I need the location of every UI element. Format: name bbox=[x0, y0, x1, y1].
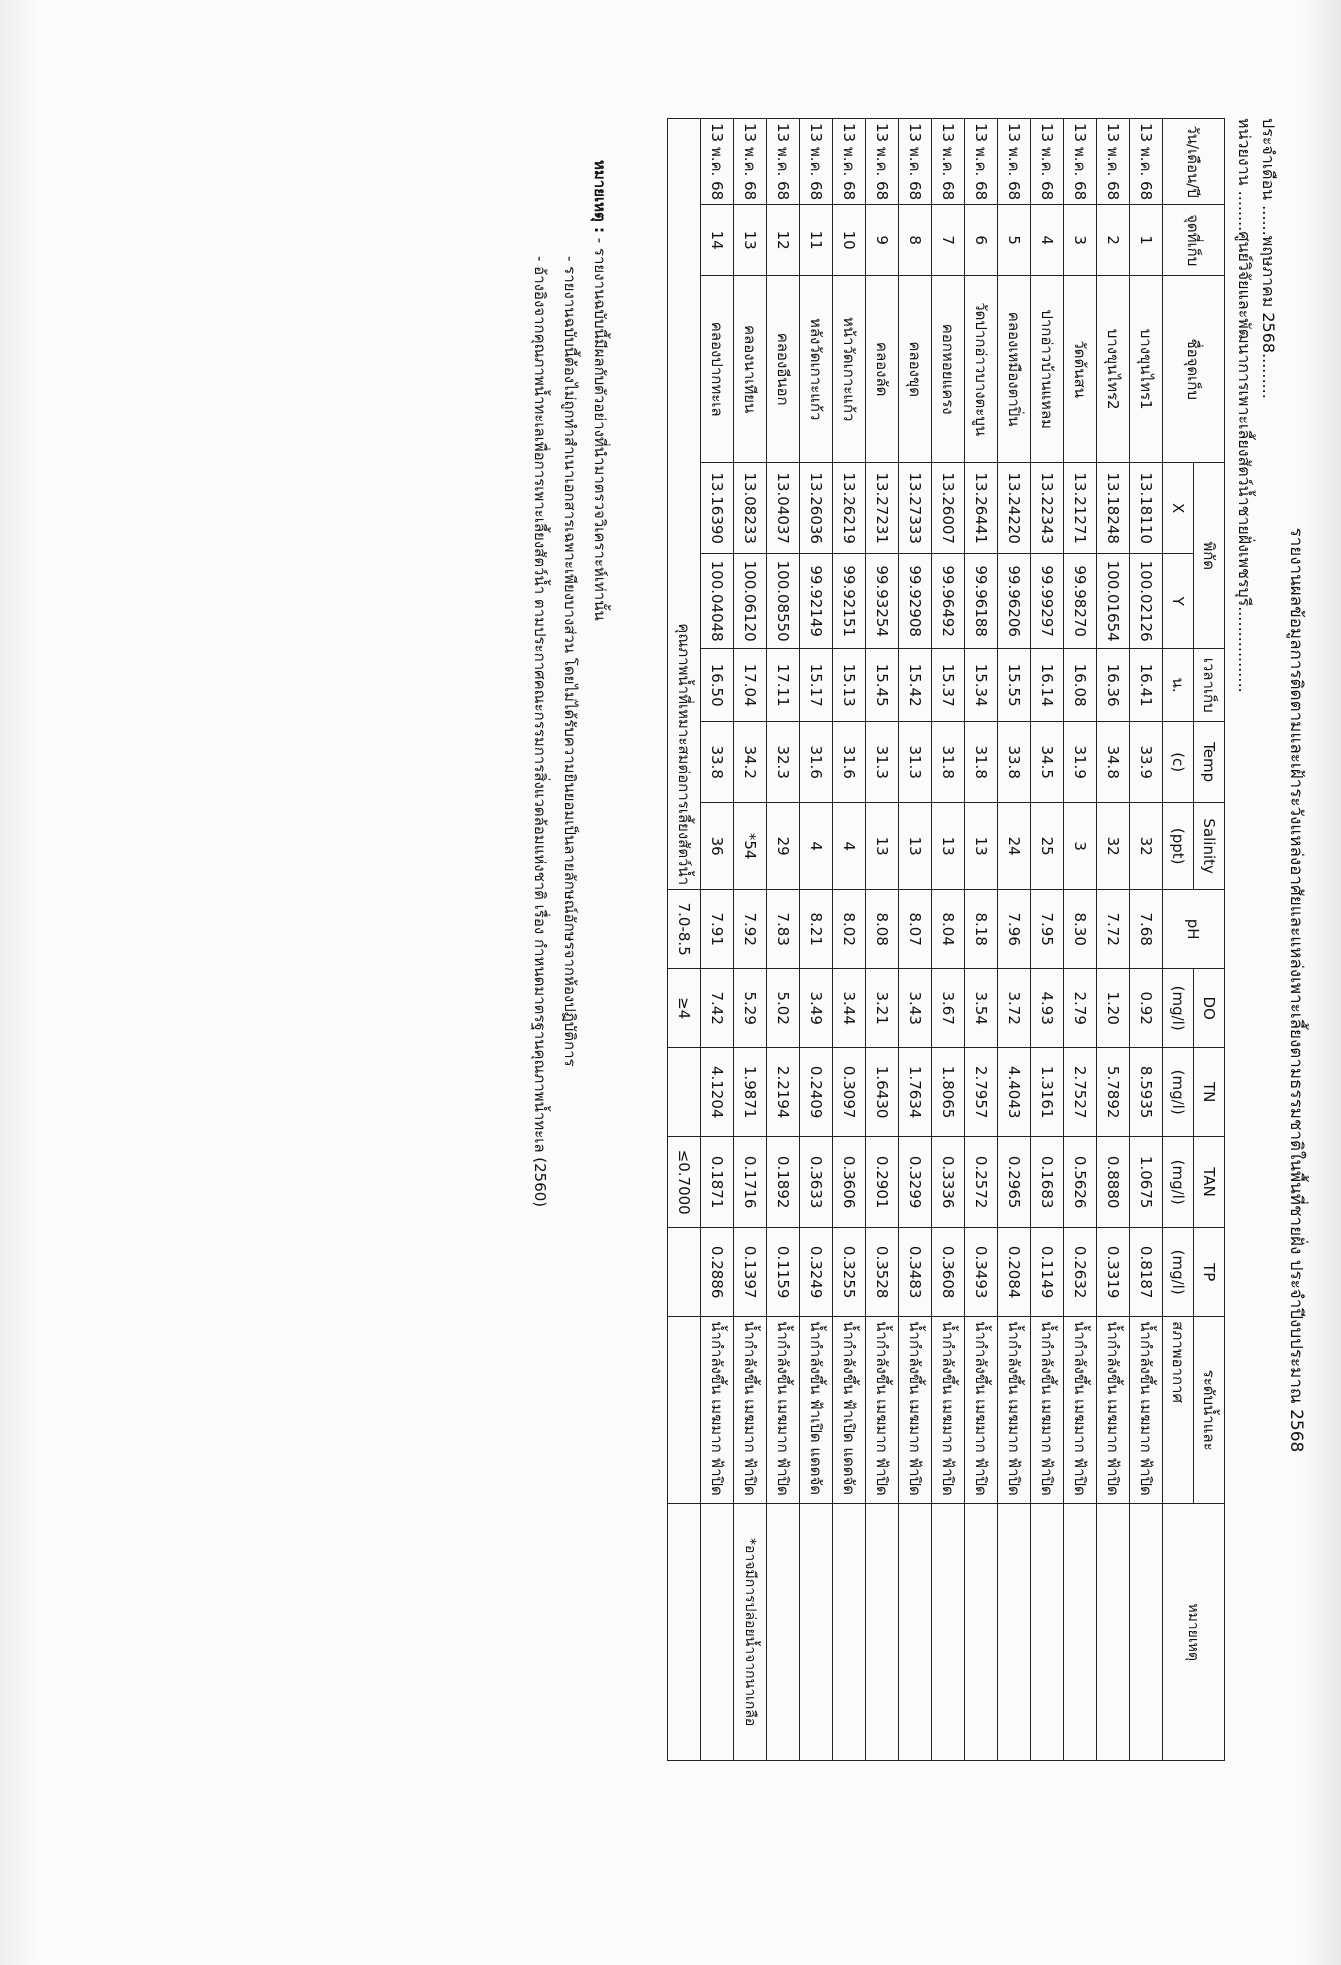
cell-salinity: 36 bbox=[701, 803, 734, 890]
cell-note bbox=[1130, 1504, 1163, 1761]
header-row-1 bbox=[1194, 119, 1225, 1761]
cell-x: 13.08233 bbox=[734, 463, 767, 554]
cell-tp: 0.1149 bbox=[1031, 1228, 1064, 1317]
cell-do: 3.44 bbox=[833, 969, 866, 1048]
cell-y: 99.92151 bbox=[833, 554, 866, 649]
cell-condition: น้ำกำลังขึ้น เมฆมาก ฟ้าปิด bbox=[965, 1317, 998, 1504]
cell-time: 15.13 bbox=[833, 649, 866, 722]
cell-note bbox=[866, 1504, 899, 1761]
cell-note bbox=[833, 1504, 866, 1761]
cell-point: 11 bbox=[800, 205, 833, 276]
header-tn: TN bbox=[1194, 1048, 1225, 1137]
header-do-unit: (mg/l) bbox=[1163, 969, 1194, 1048]
cell-condition: น้ำกำลังขึ้น ฟ้าเปิด แดดจัด bbox=[833, 1317, 866, 1504]
cell-tan: 0.3336 bbox=[932, 1137, 965, 1228]
cell-name: วัดต้นสน bbox=[1064, 276, 1097, 463]
cell-tp: 0.3319 bbox=[1097, 1228, 1130, 1317]
header-date: วัน/เดือน/ปี bbox=[1163, 119, 1225, 205]
header-x: X bbox=[1163, 463, 1194, 554]
cell-time: 16.41 bbox=[1130, 649, 1163, 722]
table-row bbox=[866, 119, 899, 1761]
cell-time: 15.45 bbox=[866, 649, 899, 722]
cell-tp: 0.8187 bbox=[1130, 1228, 1163, 1317]
cell-tn: 0.3097 bbox=[833, 1048, 866, 1137]
cell-time: 16.08 bbox=[1064, 649, 1097, 722]
standard-tn bbox=[668, 1048, 701, 1137]
cell-tan: 0.8880 bbox=[1097, 1137, 1130, 1228]
header-tp-unit: (mg/l) bbox=[1163, 1228, 1194, 1317]
cell-salinity: 13 bbox=[965, 803, 998, 890]
cell-tn: 1.8065 bbox=[932, 1048, 965, 1137]
cell-y: 99.99297 bbox=[1031, 554, 1064, 649]
cell-do: 3.54 bbox=[965, 969, 998, 1048]
cell-point: 2 bbox=[1097, 205, 1130, 276]
cell-ph: 7.68 bbox=[1130, 890, 1163, 969]
standard-tp bbox=[668, 1228, 701, 1317]
cell-time: 15.55 bbox=[998, 649, 1031, 722]
cell-do: 3.21 bbox=[866, 969, 899, 1048]
cell-point: 4 bbox=[1031, 205, 1064, 276]
cell-temp: 31.6 bbox=[833, 722, 866, 803]
cell-y: 100.02126 bbox=[1130, 554, 1163, 649]
cell-condition: น้ำกำลังขึ้น เมฆมาก ฟ้าปิด bbox=[1130, 1317, 1163, 1504]
cell-salinity: 32 bbox=[1097, 803, 1130, 890]
cell-ph: 8.08 bbox=[866, 890, 899, 969]
notes-block bbox=[525, 160, 615, 1207]
cell-condition: น้ำกำลังขึ้น เมฆมาก ฟ้าปิด bbox=[1097, 1317, 1130, 1504]
header-condition-2: สภาพอากาศ bbox=[1163, 1317, 1194, 1504]
cell-condition: น้ำกำลังขึ้น เมฆมาก ฟ้าปิด bbox=[701, 1317, 734, 1504]
cell-do: 2.79 bbox=[1064, 969, 1097, 1048]
cell-ph: 8.07 bbox=[899, 890, 932, 969]
cell-tan: 0.1871 bbox=[701, 1137, 734, 1228]
notes-line-2: - รายงานฉบับนี้ต้องไม่ถูกทำสำเนาเอกสารเฉพาะเพียงบางส่วน โดยไม่ได้รับความยินยอมเป็นลายลักษณ์อักษรจากห้องปฏิบัติการ bbox=[561, 256, 579, 1067]
cell-time: 15.42 bbox=[899, 649, 932, 722]
cell-temp: 31.3 bbox=[866, 722, 899, 803]
water-quality-table bbox=[667, 118, 1225, 1761]
table-row bbox=[899, 119, 932, 1761]
cell-y: 100.04048 bbox=[701, 554, 734, 649]
cell-temp: 34.5 bbox=[1031, 722, 1064, 803]
cell-x: 13.26036 bbox=[800, 463, 833, 554]
cell-temp: 33.9 bbox=[1130, 722, 1163, 803]
cell-date: 13 พ.ค. 68 bbox=[899, 119, 932, 205]
cell-tn: 1.3161 bbox=[1031, 1048, 1064, 1137]
cell-do: 3.43 bbox=[899, 969, 932, 1048]
table-row bbox=[965, 119, 998, 1761]
cell-condition: น้ำกำลังขึ้น เมฆมาก ฟ้าปิด bbox=[899, 1317, 932, 1504]
cell-ph: 7.72 bbox=[1097, 890, 1130, 969]
cell-note bbox=[899, 1504, 932, 1761]
cell-x: 13.27231 bbox=[866, 463, 899, 554]
cell-point: 14 bbox=[701, 205, 734, 276]
table-row bbox=[734, 119, 767, 1761]
standard-label: คุณภาพน้ำที่เหมาะสมต่อการเลี้ยงสัตว์น้ำ bbox=[668, 119, 701, 890]
cell-ph: 7.96 bbox=[998, 890, 1031, 969]
cell-temp: 33.8 bbox=[998, 722, 1031, 803]
header-tn-unit: (mg/l) bbox=[1163, 1048, 1194, 1137]
cell-salinity: *54 bbox=[734, 803, 767, 890]
header-salinity: Salinity bbox=[1194, 803, 1225, 890]
cell-y: 99.98270 bbox=[1064, 554, 1097, 649]
cell-temp: 31.6 bbox=[800, 722, 833, 803]
cell-y: 99.92908 bbox=[899, 554, 932, 649]
cell-x: 13.26219 bbox=[833, 463, 866, 554]
cell-time: 17.11 bbox=[767, 649, 800, 722]
cell-name: คลองเหมืองตาปิ่น bbox=[998, 276, 1031, 463]
cell-do: 4.93 bbox=[1031, 969, 1064, 1048]
cell-time: 15.17 bbox=[800, 649, 833, 722]
cell-ph: 8.30 bbox=[1064, 890, 1097, 969]
cell-y: 99.96188 bbox=[965, 554, 998, 649]
table-row bbox=[833, 119, 866, 1761]
cell-tp: 0.3255 bbox=[833, 1228, 866, 1317]
header-temp: Temp bbox=[1194, 722, 1225, 803]
cell-condition: น้ำกำลังขึ้น เมฆมาก ฟ้าปิด bbox=[866, 1317, 899, 1504]
cell-x: 13.21271 bbox=[1064, 463, 1097, 554]
cell-tan: 0.1716 bbox=[734, 1137, 767, 1228]
table-row bbox=[1097, 119, 1130, 1761]
table-row bbox=[998, 119, 1031, 1761]
cell-name: บางขุนไทร1 bbox=[1130, 276, 1163, 463]
cell-temp: 31.3 bbox=[899, 722, 932, 803]
cell-time: 16.50 bbox=[701, 649, 734, 722]
cell-condition: น้ำกำลังขึ้น เมฆมาก ฟ้าปิด bbox=[734, 1317, 767, 1504]
cell-temp: 31.9 bbox=[1064, 722, 1097, 803]
cell-do: 7.42 bbox=[701, 969, 734, 1048]
cell-time: 16.36 bbox=[1097, 649, 1130, 722]
cell-do: 3.72 bbox=[998, 969, 1031, 1048]
cell-y: 99.96206 bbox=[998, 554, 1031, 649]
cell-temp: 34.8 bbox=[1097, 722, 1130, 803]
header-salinity-unit: (ppt) bbox=[1163, 803, 1194, 890]
cell-date: 13 พ.ค. 68 bbox=[998, 119, 1031, 205]
cell-tan: 0.1683 bbox=[1031, 1137, 1064, 1228]
cell-ph: 7.83 bbox=[767, 890, 800, 969]
cell-date: 13 พ.ค. 68 bbox=[767, 119, 800, 205]
cell-date: 13 พ.ค. 68 bbox=[800, 119, 833, 205]
cell-tan: 0.3299 bbox=[899, 1137, 932, 1228]
cell-note bbox=[965, 1504, 998, 1761]
cell-tn: 4.1204 bbox=[701, 1048, 734, 1137]
cell-tan: 0.2965 bbox=[998, 1137, 1031, 1228]
cell-tp: 0.3483 bbox=[899, 1228, 932, 1317]
standard-row bbox=[668, 119, 701, 1761]
cell-note bbox=[767, 1504, 800, 1761]
cell-time: 16.14 bbox=[1031, 649, 1064, 722]
cell-name: วัดปากอ่าวบางตะบูน bbox=[965, 276, 998, 463]
cell-y: 100.01654 bbox=[1097, 554, 1130, 649]
cell-tan: 0.2572 bbox=[965, 1137, 998, 1228]
report-unit: หน่วยงาน ........ศูนย์วิจัยและพัฒนาการเพาะเลี้ยงสัตว์น้ำชายฝั่งเพชรบุรี................. bbox=[1235, 118, 1254, 693]
header-ph: pH bbox=[1163, 890, 1225, 969]
cell-condition: น้ำกำลังขึ้น เมฆมาก ฟ้าปิด bbox=[1031, 1317, 1064, 1504]
cell-salinity: 4 bbox=[800, 803, 833, 890]
report-month: ประจำเดือน ......พฤษภาคม 2568......... bbox=[1259, 118, 1278, 399]
cell-note bbox=[998, 1504, 1031, 1761]
cell-note bbox=[1064, 1504, 1097, 1761]
cell-ph: 7.92 bbox=[734, 890, 767, 969]
standard-do: ≥4 bbox=[668, 969, 701, 1048]
cell-do: 3.49 bbox=[800, 969, 833, 1048]
cell-date: 13 พ.ค. 68 bbox=[866, 119, 899, 205]
cell-y: 99.96492 bbox=[932, 554, 965, 649]
cell-tp: 0.1397 bbox=[734, 1228, 767, 1317]
cell-note bbox=[932, 1504, 965, 1761]
cell-note bbox=[701, 1504, 734, 1761]
table-row bbox=[1031, 119, 1064, 1761]
cell-date: 13 พ.ค. 68 bbox=[833, 119, 866, 205]
cell-salinity: 24 bbox=[998, 803, 1031, 890]
cell-condition: น้ำกำลังขึ้น เมฆมาก ฟ้าปิด bbox=[998, 1317, 1031, 1504]
cell-x: 13.24220 bbox=[998, 463, 1031, 554]
standard-tan: ≤0.7000 bbox=[668, 1137, 701, 1228]
cell-salinity: 13 bbox=[899, 803, 932, 890]
cell-name: คลองนาเทียน bbox=[734, 276, 767, 463]
cell-point: 12 bbox=[767, 205, 800, 276]
cell-temp: 34.2 bbox=[734, 722, 767, 803]
cell-date: 13 พ.ค. 68 bbox=[932, 119, 965, 205]
cell-name: หลังวัดเกาะแก้ว bbox=[800, 276, 833, 463]
cell-temp: 33.8 bbox=[701, 722, 734, 803]
cell-date: 13 พ.ค. 68 bbox=[965, 119, 998, 205]
cell-salinity: 13 bbox=[866, 803, 899, 890]
cell-tn: 2.2194 bbox=[767, 1048, 800, 1137]
cell-condition: น้ำกำลังขึ้น เมฆมาก ฟ้าปิด bbox=[767, 1317, 800, 1504]
cell-point: 1 bbox=[1130, 205, 1163, 276]
report-title: รายงานผลข้อมูลการติดตามและเฝ้าระวังแหล่งอาศัยและแหล่งเพาะเลี้ยงตามธรรมชาติในพื้นที่ชายฝั่ง ประจำปีงบประมาณ 2568 bbox=[1286, 527, 1306, 1453]
cell-tn: 1.9871 bbox=[734, 1048, 767, 1137]
cell-date: 13 พ.ค. 68 bbox=[734, 119, 767, 205]
cell-tan: 0.1892 bbox=[767, 1137, 800, 1228]
cell-name: คลองลัด bbox=[866, 276, 899, 463]
header-condition: ระดับน้ำและ bbox=[1194, 1317, 1225, 1504]
cell-time: 17.04 bbox=[734, 649, 767, 722]
cell-tn: 0.2409 bbox=[800, 1048, 833, 1137]
cell-point: 7 bbox=[932, 205, 965, 276]
cell-tp: 0.3493 bbox=[965, 1228, 998, 1317]
header-point: จุดที่เก็บ bbox=[1163, 205, 1225, 276]
cell-tp: 0.3249 bbox=[800, 1228, 833, 1317]
cell-tan: 0.3633 bbox=[800, 1137, 833, 1228]
cell-date: 13 พ.ค. 68 bbox=[701, 119, 734, 205]
cell-x: 13.27333 bbox=[899, 463, 932, 554]
header-coord: พิกัด bbox=[1194, 463, 1225, 649]
cell-tp: 0.2886 bbox=[701, 1228, 734, 1317]
table-row bbox=[932, 119, 965, 1761]
cell-tn: 2.7957 bbox=[965, 1048, 998, 1137]
cell-name: ปากอ่าวบ้านแหลม bbox=[1031, 276, 1064, 463]
cell-tn: 5.7892 bbox=[1097, 1048, 1130, 1137]
cell-tp: 0.2632 bbox=[1064, 1228, 1097, 1317]
report-page bbox=[150, 40, 1320, 1940]
cell-tp: 0.3528 bbox=[866, 1228, 899, 1317]
cell-x: 13.18110 bbox=[1130, 463, 1163, 554]
cell-y: 99.93254 bbox=[866, 554, 899, 649]
cell-x: 13.26007 bbox=[932, 463, 965, 554]
cell-x: 13.26441 bbox=[965, 463, 998, 554]
cell-tan: 1.0675 bbox=[1130, 1137, 1163, 1228]
cell-date: 13 พ.ค. 68 bbox=[1031, 119, 1064, 205]
table-row bbox=[1064, 119, 1097, 1761]
cell-name: หน้าวัดเกาะแก้ว bbox=[833, 276, 866, 463]
cell-salinity: 25 bbox=[1031, 803, 1064, 890]
header-name: ชื่อจุดเก็บ bbox=[1163, 276, 1225, 463]
cell-point: 6 bbox=[965, 205, 998, 276]
cell-point: 3 bbox=[1064, 205, 1097, 276]
cell-date: 13 พ.ค. 68 bbox=[1130, 119, 1163, 205]
cell-salinity: 3 bbox=[1064, 803, 1097, 890]
cell-name: บางขุนไทร2 bbox=[1097, 276, 1130, 463]
cell-ph: 8.21 bbox=[800, 890, 833, 969]
header-note: หมายเหตุ bbox=[1163, 1504, 1225, 1761]
cell-point: 8 bbox=[899, 205, 932, 276]
cell-note bbox=[1097, 1504, 1130, 1761]
cell-temp: 31.8 bbox=[932, 722, 965, 803]
cell-time: 15.37 bbox=[932, 649, 965, 722]
cell-tan: 0.5626 bbox=[1064, 1137, 1097, 1228]
header-tan-unit: (mg/l) bbox=[1163, 1137, 1194, 1228]
cell-name: คลองปากทะเล bbox=[701, 276, 734, 463]
cell-do: 5.02 bbox=[767, 969, 800, 1048]
notes-header: หมายเหตุ : bbox=[591, 160, 609, 233]
standard-condition bbox=[668, 1317, 701, 1504]
cell-tn: 8.5935 bbox=[1130, 1048, 1163, 1137]
cell-date: 13 พ.ค. 68 bbox=[1064, 119, 1097, 205]
standard-note bbox=[668, 1504, 701, 1761]
cell-point: 5 bbox=[998, 205, 1031, 276]
cell-condition: น้ำกำลังขึ้น เมฆมาก ฟ้าปิด bbox=[932, 1317, 965, 1504]
cell-ph: 8.18 bbox=[965, 890, 998, 969]
cell-do: 1.20 bbox=[1097, 969, 1130, 1048]
cell-ph: 7.95 bbox=[1031, 890, 1064, 969]
table-row bbox=[767, 119, 800, 1761]
cell-x: 13.18248 bbox=[1097, 463, 1130, 554]
cell-salinity: 29 bbox=[767, 803, 800, 890]
table-row bbox=[701, 119, 734, 1761]
cell-ph: 7.91 bbox=[701, 890, 734, 969]
cell-tan: 0.2901 bbox=[866, 1137, 899, 1228]
standard-ph: 7.0-8.5 bbox=[668, 890, 701, 969]
table-row bbox=[1130, 119, 1163, 1761]
cell-time: 15.34 bbox=[965, 649, 998, 722]
table-row bbox=[800, 119, 833, 1761]
header-time-unit: น. bbox=[1163, 649, 1194, 722]
cell-y: 100.08550 bbox=[767, 554, 800, 649]
cell-temp: 32.3 bbox=[767, 722, 800, 803]
header-time: เวลาเก็บ bbox=[1194, 649, 1225, 722]
table-body bbox=[701, 119, 1163, 1761]
cell-ph: 8.02 bbox=[833, 890, 866, 969]
cell-name: คอกหอยแครง bbox=[932, 276, 965, 463]
cell-name: คลองขุด bbox=[899, 276, 932, 463]
cell-tn: 1.7634 bbox=[899, 1048, 932, 1137]
header-tan: TAN bbox=[1194, 1137, 1225, 1228]
cell-condition: น้ำกำลังขึ้น ฟ้าเปิด แดดจัด bbox=[800, 1317, 833, 1504]
header-temp-unit: (c) bbox=[1163, 722, 1194, 803]
cell-salinity: 32 bbox=[1130, 803, 1163, 890]
notes-line-3: - อ้างอิงจากคุณภาพน้ำทะเลเพื่อการเพาะเลี้ยงสัตว์น้ำ ตามประกาศคณะกรรมการสิ่งแวดล้อมแห่งชาติ เรื่อง กำหนดมาตรฐานคุณภาพน้ำทะเล (2560) bbox=[531, 256, 549, 1208]
cell-tn: 1.6430 bbox=[866, 1048, 899, 1137]
cell-ph: 8.04 bbox=[932, 890, 965, 969]
header-do: DO bbox=[1194, 969, 1225, 1048]
cell-tn: 4.4043 bbox=[998, 1048, 1031, 1137]
header-y: Y bbox=[1163, 554, 1194, 649]
cell-point: 10 bbox=[833, 205, 866, 276]
cell-note bbox=[800, 1504, 833, 1761]
cell-salinity: 4 bbox=[833, 803, 866, 890]
cell-salinity: 13 bbox=[932, 803, 965, 890]
cell-do: 5.29 bbox=[734, 969, 767, 1048]
cell-tn: 2.7527 bbox=[1064, 1048, 1097, 1137]
cell-tp: 0.3608 bbox=[932, 1228, 965, 1317]
cell-do: 0.92 bbox=[1130, 969, 1163, 1048]
cell-date: 13 พ.ค. 68 bbox=[1097, 119, 1130, 205]
cell-x: 13.22343 bbox=[1031, 463, 1064, 554]
cell-note: *อาจมีการปล่อยน้ำจากนาเกลือ bbox=[734, 1504, 767, 1761]
cell-y: 100.06120 bbox=[734, 554, 767, 649]
cell-do: 3.67 bbox=[932, 969, 965, 1048]
cell-x: 13.04037 bbox=[767, 463, 800, 554]
header-tp: TP bbox=[1194, 1228, 1225, 1317]
cell-x: 13.16390 bbox=[701, 463, 734, 554]
cell-point: 9 bbox=[866, 205, 899, 276]
cell-tp: 0.2084 bbox=[998, 1228, 1031, 1317]
cell-name: คลองอีนอก bbox=[767, 276, 800, 463]
cell-tp: 0.1159 bbox=[767, 1228, 800, 1317]
cell-temp: 31.8 bbox=[965, 722, 998, 803]
notes-line-1 bbox=[585, 160, 615, 1207]
cell-tan: 0.3606 bbox=[833, 1137, 866, 1228]
cell-point: 13 bbox=[734, 205, 767, 276]
cell-note bbox=[1031, 1504, 1064, 1761]
cell-y: 99.92149 bbox=[800, 554, 833, 649]
cell-condition: น้ำกำลังขึ้น เมฆมาก ฟ้าปิด bbox=[1064, 1317, 1097, 1504]
notes-text-1: - รายงานฉบับนี้มีผลกับตัวอย่างที่นำมาตรวจวิเคราะห์เท่านั้น bbox=[591, 237, 609, 621]
